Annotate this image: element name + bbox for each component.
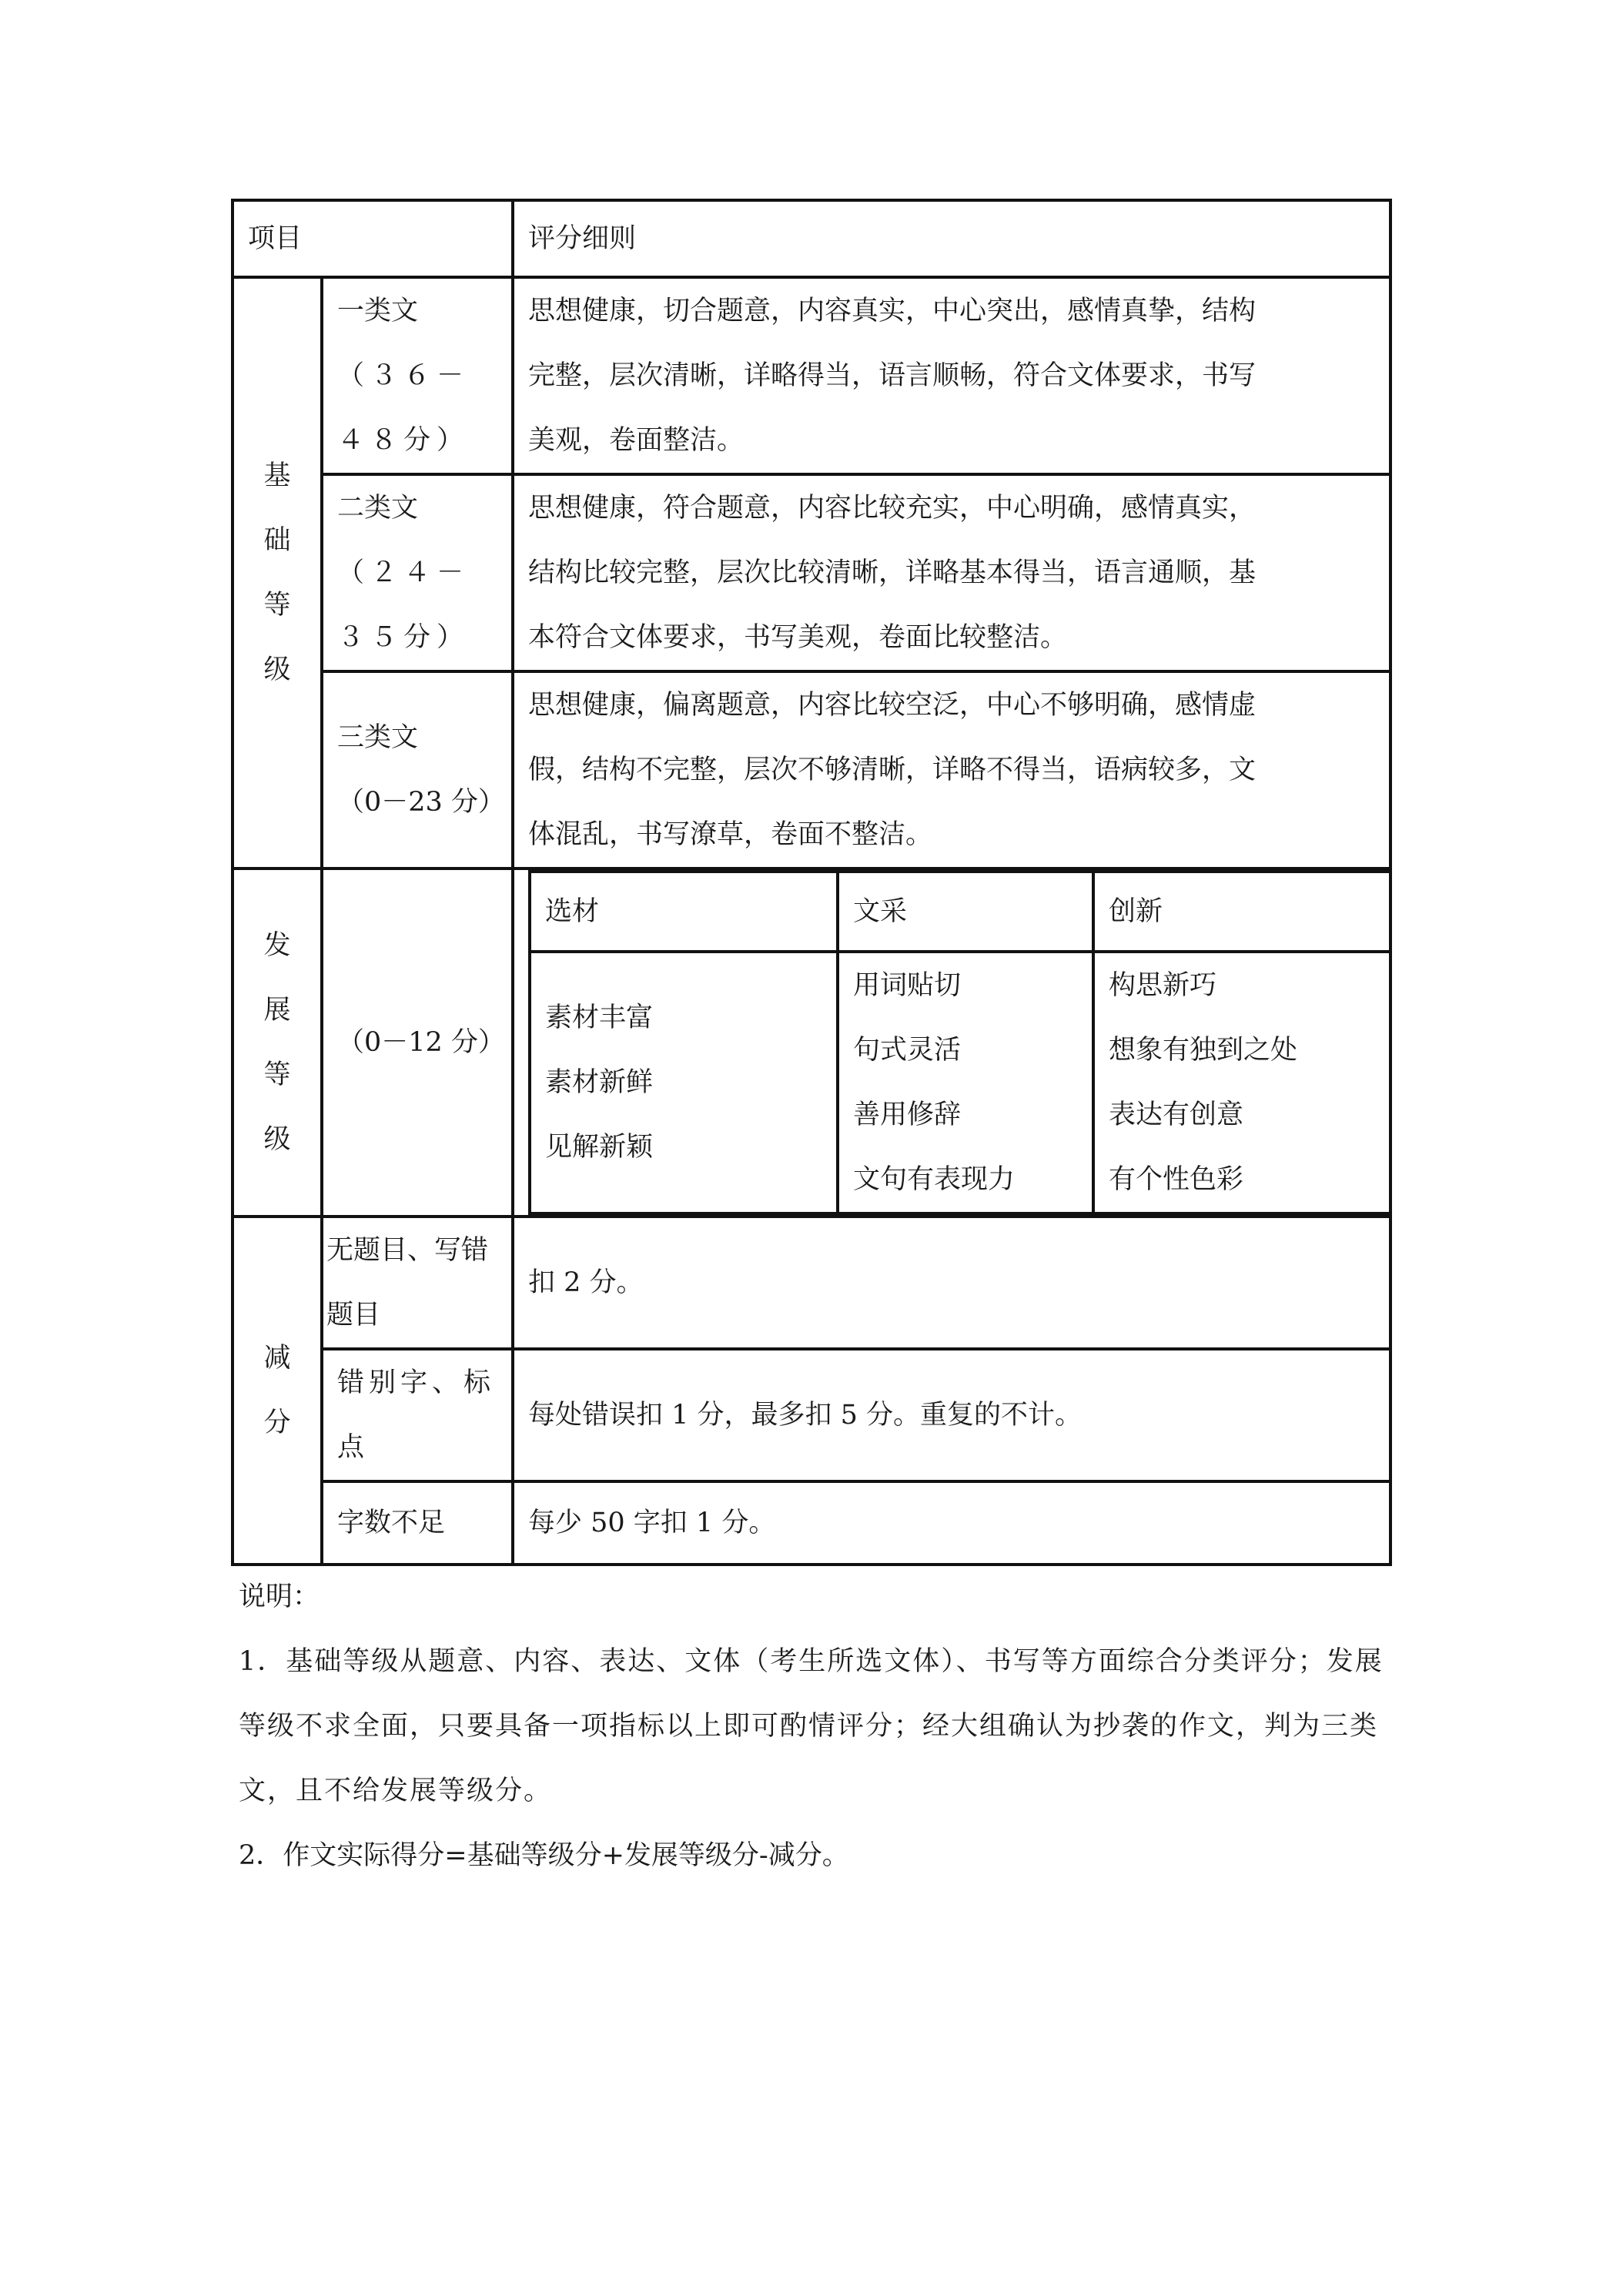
header-item: 项目 [233,200,513,277]
development-criteria [513,869,1390,1217]
deduction-item-2: 错别字、标点 [322,1349,513,1481]
deduction-row-2 [233,1349,1390,1481]
table-header-row [233,200,1390,277]
notes-heading: 说明： [239,1581,320,1612]
criteria-title-style: 文采 [838,872,1093,952]
grade-1-rule: 思想健康，切合题意，内容真实，中心突出，感情真挚，结构 完整，层次清晰，详略得当，语言顺畅，符合文体要求，书写 美观，卷面整洁。 [513,277,1390,474]
deduction-label: 减 分 [233,1217,322,1565]
basic-row-3 [233,671,1390,869]
criteria-list-material: 素材丰富 素材新鲜 见解新颖 [530,952,838,1213]
basic-row-1 [233,277,1390,474]
criteria-title-innovation: 创新 [1093,872,1390,952]
criteria-body-row [530,952,1390,1213]
deduction-item-3: 字数不足 [322,1481,513,1565]
development-row [233,869,1390,1217]
grade-2-label: 二类文 （２４－３５分） [322,474,513,671]
basic-level-label: 基 础 等 级 [233,277,322,869]
deduction-rule-3: 每少 50 字扣 1 分。 [513,1481,1390,1565]
criteria-list-innovation: 构思新巧 想象有独到之处 表达有创意 有个性色彩 [1093,952,1390,1213]
basic-row-2 [233,474,1390,671]
deduction-row-1 [233,1217,1390,1349]
deduction-row-3 [233,1481,1390,1565]
grade-1-label: 一类文 （３６－４８分） [322,277,513,474]
scoring-rubric-table [231,199,1392,1566]
grade-2-rule: 思想健康，符合题意，内容比较充实，中心明确，感情真实， 结构比较完整，层次比较清晰，详略基本得当，语言通顺，基 本符合文体要求，书写美观，卷面比较整洁。 [513,474,1390,671]
development-criteria-grid [528,870,1390,1215]
deduction-item-1: 无题目、写错题目 [322,1217,513,1349]
notes-section [239,1565,1386,1888]
development-range: （0－12 分） [322,869,513,1217]
criteria-header-row [530,872,1390,952]
grade-3-rule: 思想健康，偏离题意，内容比较空泛，中心不够明确，感情虚 假，结构不完整，层次不够清晰，详略不得当，语病较多，文 体混乱，书写潦草，卷面不整洁。 [513,671,1390,869]
criteria-title-material: 选材 [530,872,838,952]
deduction-rule-2: 每处错误扣 1 分，最多扣 5 分。重复的不计。 [513,1349,1390,1481]
note-1: 1．基础等级从题意、内容、表达、文体（考生所选文体）、书写等方面综合分类评分；发展等级不求全面，只要具备一项指标以上即可酌情评分；经大组确认为抄袭的作文，判为三类文，且不给发展等级分。 [239,1646,1384,1806]
grade-3-label: 三类文 （0－23 分） [322,671,513,869]
criteria-list-style: 用词贴切 句式灵活 善用修辞 文句有表现力 [838,952,1093,1213]
note-2: 2．作文实际得分=基础等级分+发展等级分-减分。 [239,1840,849,1871]
deduction-rule-1: 扣 2 分。 [513,1217,1390,1349]
header-rules: 评分细则 [513,200,1390,277]
development-level-label: 发 展 等 级 [233,869,322,1217]
